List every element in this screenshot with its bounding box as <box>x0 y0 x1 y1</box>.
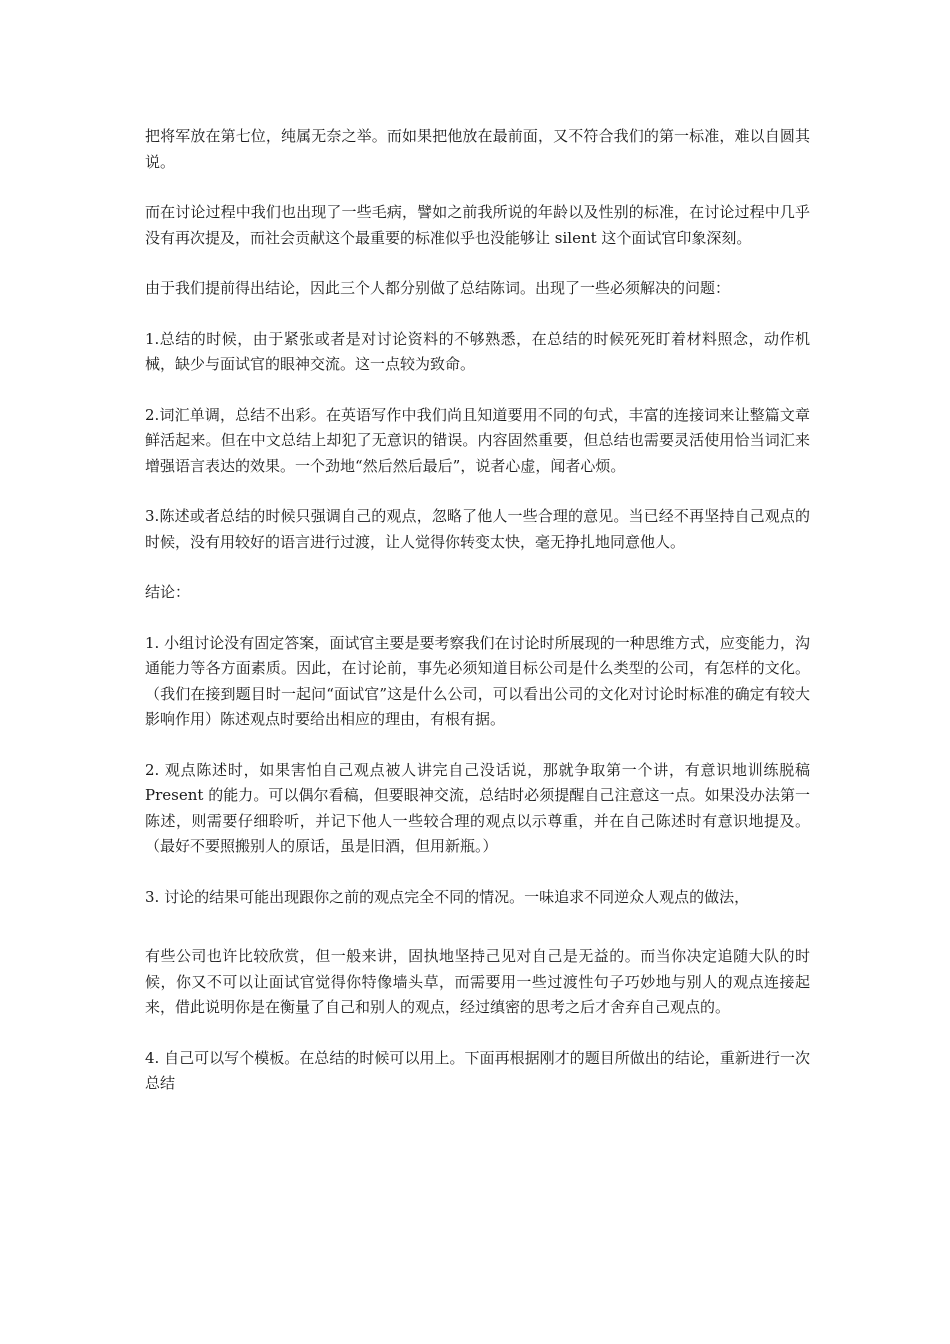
document-body <box>145 124 810 1122</box>
paragraph-conclusion-1: 1. 小组讨论没有固定答案，面试官主要是要考察我们在讨论时所展现的一种思维方式，应变能力，沟通能力等各方面素质。因此，在讨论前，事先必须知道目标公司是什么类型的公司，有怎样的文化。（我们在接到题目时一起问“面试官”这是什么公司，可以看出公司的文化对讨论时标准的确定有较大影响作用）陈述观点时要给出相应的理由，有根有据。 <box>145 633 810 728</box>
paragraph-conclusion-2: 2. 观点陈述时，如果害怕自己观点被人讲完自己没话说，那就争取第一个讲，有意识地训练脱稿 Present 的能力。可以偶尔看稿，但要眼神交流，总结时必须提醒自己注意这一点。如果没办法第一陈述，则需要仔细聆听，并记下他人一些较合理的观点以示尊重，并在自己陈述时有意识地提及。（最好不要照搬别人的原话，虽是旧酒，但用新瓶。） <box>145 760 810 855</box>
paragraph-summary-issues: 由于我们提前得出结论，因此三个人都分别做了总结陈词。出现了一些必须解决的问题： <box>145 279 731 297</box>
paragraph-conclusion-3: 3. 讨论的结果可能出现跟你之前的观点完全不同的情况。一味追求不同逆众人观点的做法， <box>145 887 750 906</box>
paragraph-conclusion-3-continued: 有些公司也许比较欣赏，但一般来讲，固执地坚持己见对自己是无益的。而当你决定追随大队的时候，你又不可以让面试官觉得你特像墙头草，而需要用一些过渡性句子巧妙地与别人的观点连接起来，借此说明你是在衡量了自己和别人的观点，经过缜密的思考之后才舍弃自己观点的。 <box>145 947 810 1016</box>
paragraph-issue-1: 1.总结的时候，由于紧张或者是对讨论资料的不够熟悉，在总结的时候死死盯着材料照念，动作机械，缺少与面试官的眼神交流。这一点较为致命。 <box>145 329 810 373</box>
paragraph-continuation: 把将军放在第七位，纯属无奈之举。而如果把他放在最前面，又不符合我们的第一标准，难以自圆其说。 <box>145 127 810 171</box>
paragraph-problems-intro: 而在讨论过程中我们也出现了一些毛病，譬如之前我所说的年龄以及性别的标准，在讨论过程中几乎没有再次提及，而社会贡献这个最重要的标准似乎也没能够让 silent 这个面试官印象深刻。 <box>145 203 810 247</box>
paragraph-issue-3: 3.陈述或者总结的时候只强调自己的观点，忽略了他人一些合理的意见。当已经不再坚持自己观点的时候，没有用较好的语言进行过渡，让人觉得你转变太快，毫无挣扎地同意他人。 <box>145 507 810 551</box>
paragraph-issue-2: 2.词汇单调，总结不出彩。在英语写作中我们尚且知道要用不同的句式，丰富的连接词来让整篇文章鲜活起来。但在中文总结上却犯了无意识的错误。内容固然重要，但总结也需要灵活使用恰当词汇来增强语言表达的效果。一个劲地“然后然后最后”，说者心虚，闻者心烦。 <box>145 405 810 475</box>
paragraph-conclusion-4: 4. 自己可以写个模板。在总结的时候可以用上。下面再根据刚才的题目所做出的结论，重新进行一次总结 <box>145 1048 810 1092</box>
conclusion-heading: 结论： <box>145 583 191 601</box>
